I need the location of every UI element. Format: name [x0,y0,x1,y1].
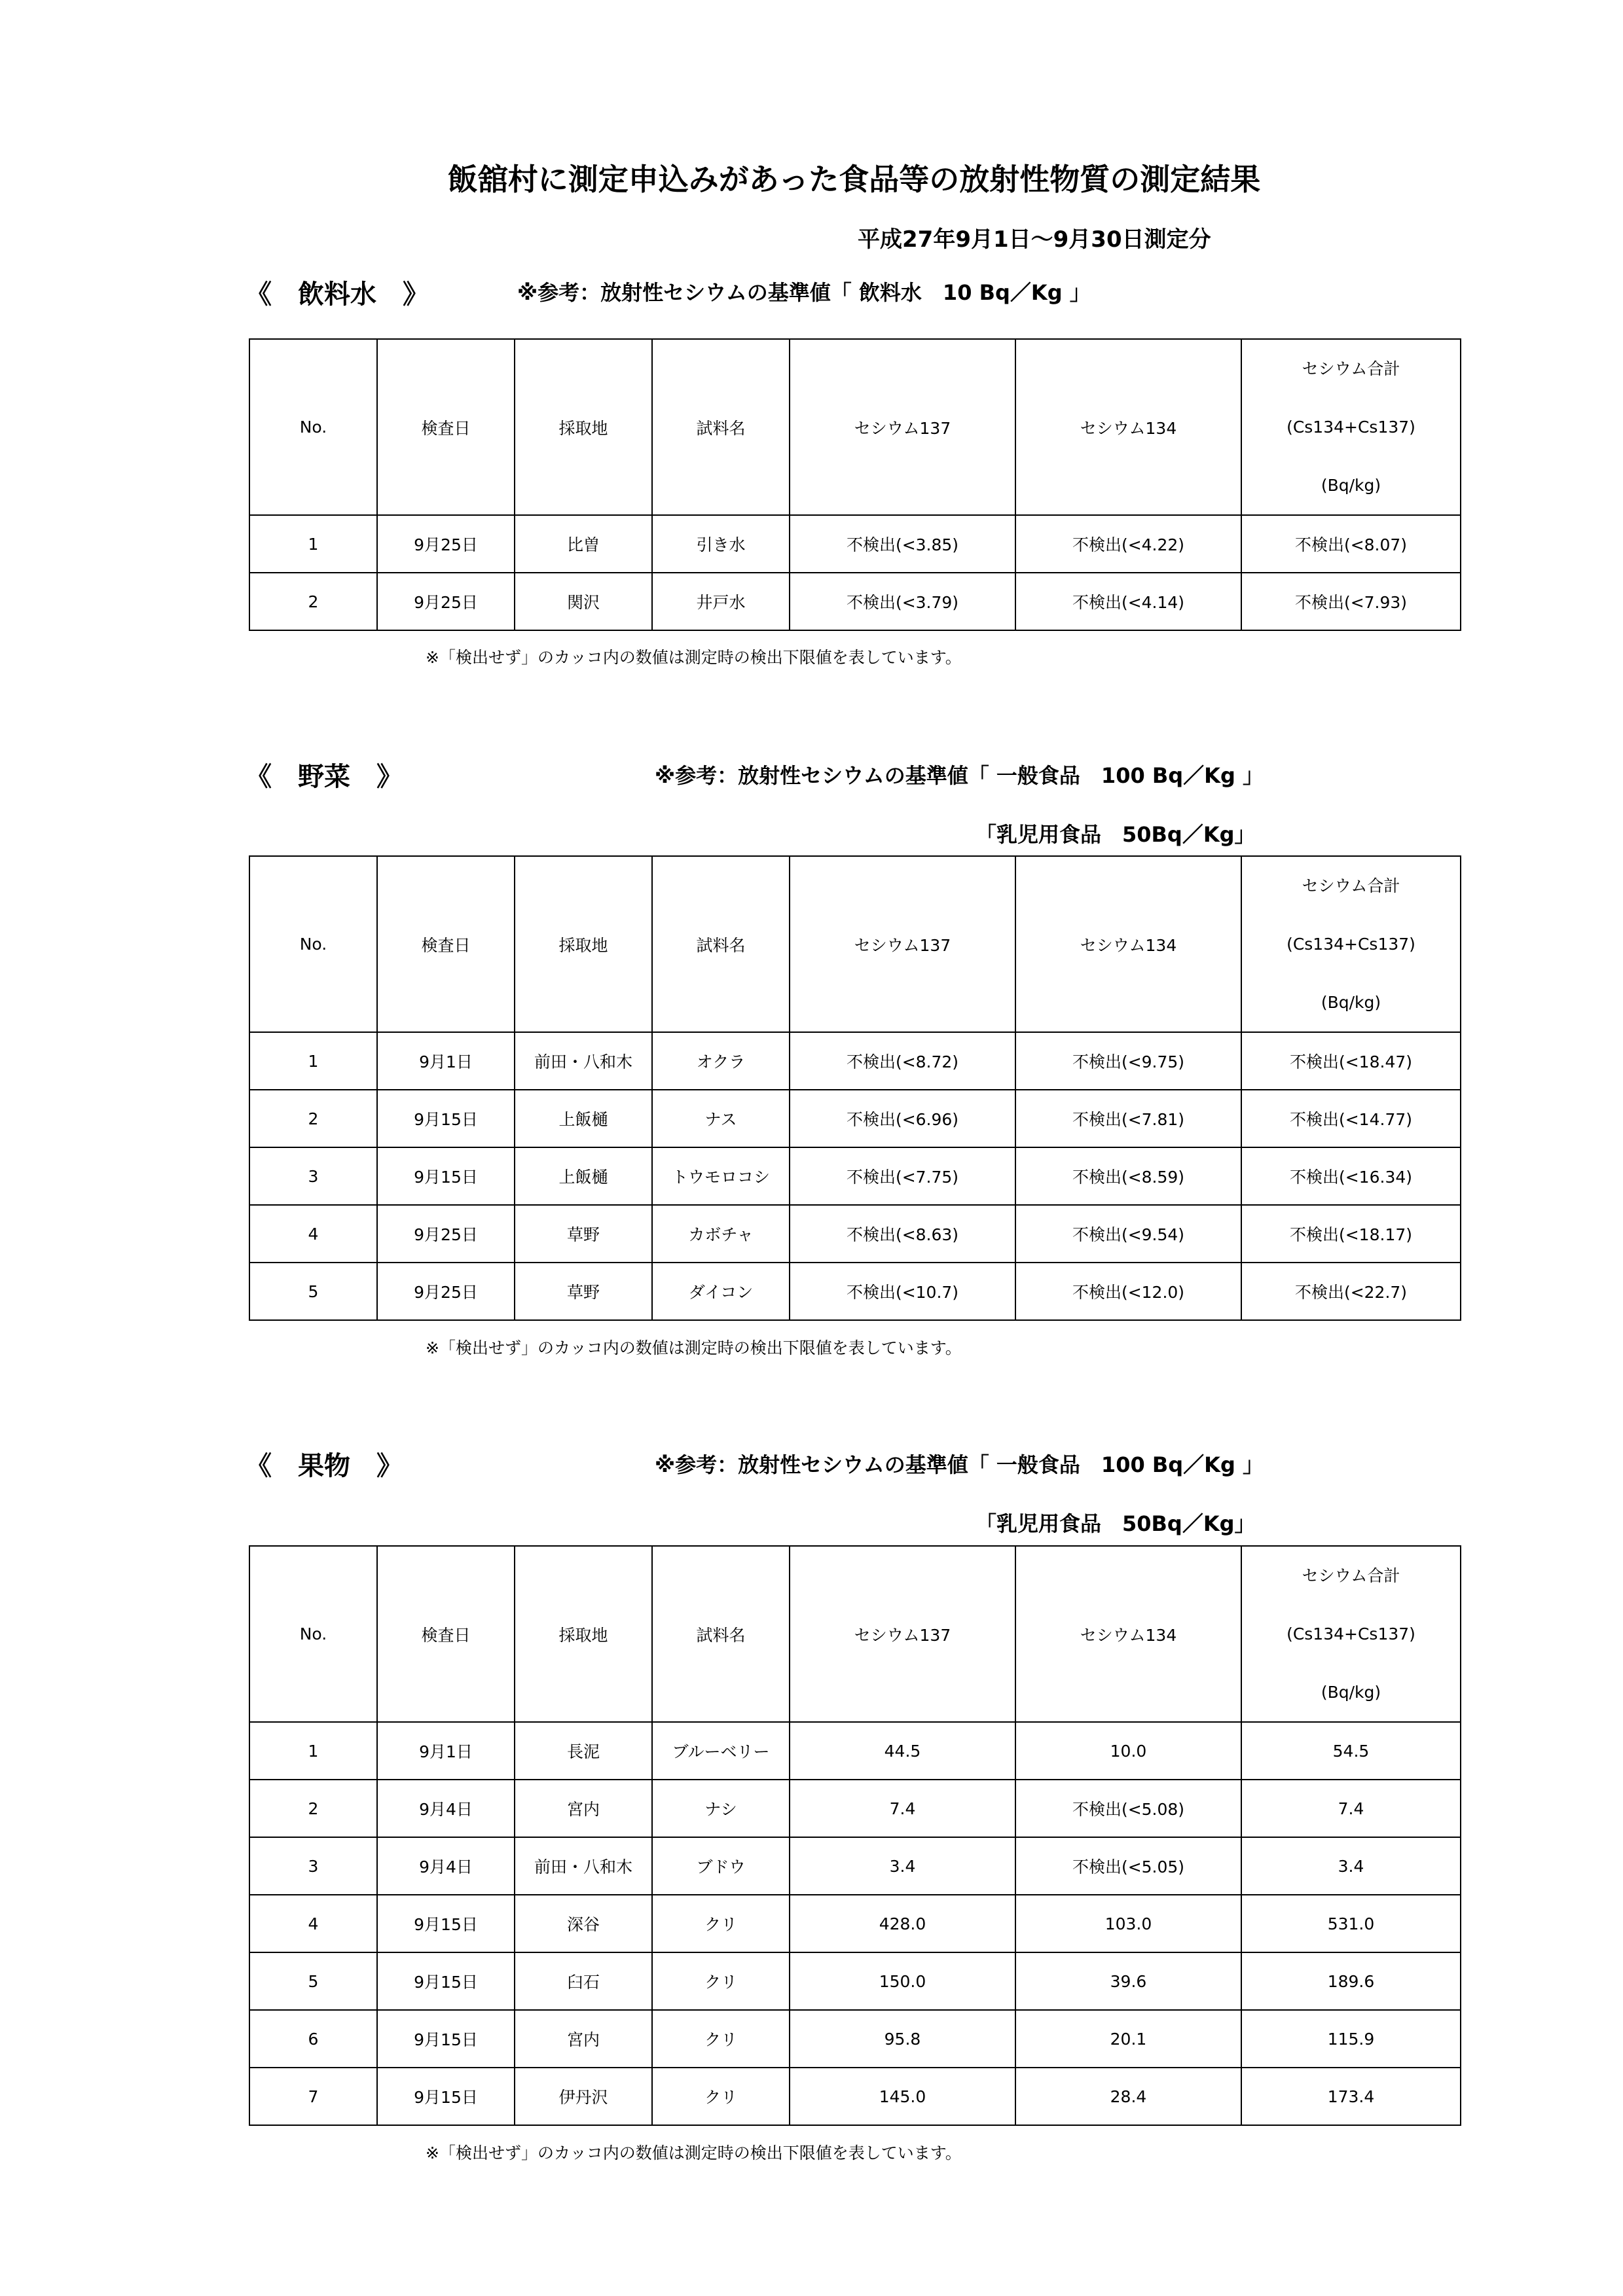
cell-no: 7 [249,2068,377,2125]
table-row [249,2068,1461,2125]
column-header-no: No. [249,856,377,1032]
cell-sample: クリ [652,1952,790,2010]
cell-sample: ナシ [652,1780,790,1837]
cell-sample: クリ [652,1895,790,1952]
table-row [249,515,1461,573]
column-header-sample: 試料名 [652,339,790,515]
cell-place: 上飯樋 [515,1090,652,1147]
cell-total: 不検出(<18.47) [1241,1032,1461,1090]
column-header-sample: 試料名 [652,1546,790,1722]
column-header-total-line: (Bq/kg) [1321,476,1381,495]
column-header-cs137: セシウム137 [790,856,1015,1032]
cell-place: 草野 [515,1205,652,1263]
cell-sample: クリ [652,2010,790,2068]
column-header-place: 採取地 [515,856,652,1032]
cell-place: 伊丹沢 [515,2068,652,2125]
cell-place: 宮内 [515,1780,652,1837]
section-reference-infant-fruit: 「乳児用食品 50Bq／Kg」 [976,1511,1256,1536]
cell-cs137: 不検出(<3.79) [790,573,1015,630]
cell-date: 9月25日 [377,1263,515,1320]
cell-cs137: 95.8 [790,2010,1015,2068]
cell-total: 54.5 [1241,1722,1461,1780]
cell-sample: ブルーベリー [652,1722,790,1780]
cell-date: 9月15日 [377,1090,515,1147]
table-fruit [249,1545,1461,2126]
table-row [249,1722,1461,1780]
table-header-row [249,339,1461,515]
cell-date: 9月1日 [377,1032,515,1090]
cell-date: 9月4日 [377,1837,515,1895]
cell-date: 9月25日 [377,573,515,630]
cell-place: 上飯樋 [515,1147,652,1205]
cell-date: 9月4日 [377,1780,515,1837]
cell-total: 531.0 [1241,1895,1461,1952]
column-header-total-line: (Bq/kg) [1321,993,1381,1012]
detection-limit-note: ※「検出せず」のカッコ内の数値は測定時の検出下限値を表しています。 [426,2144,962,2162]
cell-date: 9月15日 [377,2010,515,2068]
cell-no: 6 [249,2010,377,2068]
column-header-date: 検査日 [377,339,515,515]
table-row [249,1952,1461,2010]
cell-place: 関沢 [515,573,652,630]
table-row [249,1090,1461,1147]
cell-place: 宮内 [515,2010,652,2068]
cell-place: 臼石 [515,1952,652,2010]
column-header-total-line: (Cs134+Cs137) [1286,1624,1415,1643]
cell-date: 9月15日 [377,1895,515,1952]
cell-no: 1 [249,515,377,573]
cell-cs137: 7.4 [790,1780,1015,1837]
column-header-total-line: (Bq/kg) [1321,1683,1381,1702]
column-header-total [1241,339,1461,515]
column-header-no: No. [249,339,377,515]
table-row [249,1837,1461,1895]
cell-total: 115.9 [1241,2010,1461,2068]
cell-date: 9月1日 [377,1722,515,1780]
measurement-period: 平成27年9月1日～9月30日測定分 [858,226,1211,253]
detection-limit-note: ※「検出せず」のカッコ内の数値は測定時の検出下限値を表しています。 [426,1338,962,1357]
cell-total: 7.4 [1241,1780,1461,1837]
column-header-total-line: (Cs134+Cs137) [1286,935,1415,954]
column-header-cs134: セシウム134 [1015,339,1241,515]
table-row [249,1895,1461,1952]
cell-total: 173.4 [1241,2068,1461,2125]
table-drinking-water [249,338,1461,631]
cell-total: 不検出(<7.93) [1241,573,1461,630]
column-header-cs137: セシウム137 [790,1546,1015,1722]
cell-cs134: 28.4 [1015,2068,1241,2125]
cell-cs134: 103.0 [1015,1895,1241,1952]
cell-cs134: 20.1 [1015,2010,1241,2068]
cell-no: 1 [249,1722,377,1780]
table-row [249,1147,1461,1205]
cell-place: 長泥 [515,1722,652,1780]
table-row [249,2010,1461,2068]
cell-cs137: 不検出(<3.85) [790,515,1015,573]
section-title-drinking-water: 《 飲料水 》 [246,279,429,310]
column-header-no: No. [249,1546,377,1722]
cell-cs134: 不検出(<4.22) [1015,515,1241,573]
cell-cs137: 不検出(<6.96) [790,1090,1015,1147]
section-reference-fruit: ※参考：放射性セシウムの基準値「 一般食品 100 Bq／Kg 」 [655,1452,1264,1477]
cell-total: 不検出(<14.77) [1241,1090,1461,1147]
cell-no: 1 [249,1032,377,1090]
cell-total: 189.6 [1241,1952,1461,2010]
column-header-cs137: セシウム137 [790,339,1015,515]
cell-sample: ナス [652,1090,790,1147]
table-vegetables [249,855,1461,1321]
cell-cs137: 3.4 [790,1837,1015,1895]
cell-sample: ブドウ [652,1837,790,1895]
column-header-place: 採取地 [515,1546,652,1722]
cell-cs137: 不検出(<10.7) [790,1263,1015,1320]
cell-cs134: 不検出(<9.75) [1015,1032,1241,1090]
cell-total: 不検出(<22.7) [1241,1263,1461,1320]
table-header-row [249,1546,1461,1722]
cell-no: 2 [249,1780,377,1837]
cell-sample: クリ [652,2068,790,2125]
cell-no: 4 [249,1205,377,1263]
cell-cs134: 39.6 [1015,1952,1241,2010]
table-row [249,1780,1461,1837]
cell-cs134: 不検出(<12.0) [1015,1263,1241,1320]
cell-place: 前田・八和木 [515,1032,652,1090]
section-title-fruit: 《 果物 》 [246,1451,403,1481]
cell-sample: 井戸水 [652,573,790,630]
cell-date: 9月15日 [377,1147,515,1205]
cell-place: 深谷 [515,1895,652,1952]
cell-no: 2 [249,1090,377,1147]
cell-cs134: 不検出(<7.81) [1015,1090,1241,1147]
cell-no: 3 [249,1837,377,1895]
column-header-cs134: セシウム134 [1015,856,1241,1032]
cell-cs137: 145.0 [790,2068,1015,2125]
table-row [249,1263,1461,1320]
cell-no: 3 [249,1147,377,1205]
cell-total: 不検出(<18.17) [1241,1205,1461,1263]
cell-sample: 引き水 [652,515,790,573]
cell-cs137: 不検出(<7.75) [790,1147,1015,1205]
cell-cs134: 不検出(<4.14) [1015,573,1241,630]
cell-cs137: 不検出(<8.72) [790,1032,1015,1090]
column-header-total-line: (Cs134+Cs137) [1286,418,1415,437]
cell-total: 不検出(<8.07) [1241,515,1461,573]
cell-date: 9月15日 [377,2068,515,2125]
column-header-total-line: セシウム合計 [1302,1566,1400,1585]
column-header-total [1241,856,1461,1032]
section-reference-drinking-water: ※参考：放射性セシウムの基準値「 飲料水 10 Bq／Kg 」 [517,280,1091,305]
cell-sample: オクラ [652,1032,790,1090]
cell-cs137: 150.0 [790,1952,1015,2010]
column-header-date: 検査日 [377,856,515,1032]
cell-date: 9月25日 [377,515,515,573]
cell-cs137: 不検出(<8.63) [790,1205,1015,1263]
cell-sample: トウモロコシ [652,1147,790,1205]
cell-cs134: 不検出(<8.59) [1015,1147,1241,1205]
cell-sample: ダイコン [652,1263,790,1320]
column-header-cs134: セシウム134 [1015,1546,1241,1722]
page-title: 飯舘村に測定申込みがあった食品等の放射性物質の測定結果 [447,162,1261,197]
cell-date: 9月25日 [377,1205,515,1263]
cell-no: 5 [249,1263,377,1320]
cell-cs137: 428.0 [790,1895,1015,1952]
cell-place: 比曽 [515,515,652,573]
cell-no: 5 [249,1952,377,2010]
table-header-row [249,856,1461,1032]
column-header-total-line: セシウム合計 [1302,876,1400,895]
section-reference-vegetables: ※参考：放射性セシウムの基準値「 一般食品 100 Bq／Kg 」 [655,763,1264,788]
cell-cs134: 不検出(<9.54) [1015,1205,1241,1263]
cell-total: 不検出(<16.34) [1241,1147,1461,1205]
cell-place: 草野 [515,1263,652,1320]
column-header-date: 検査日 [377,1546,515,1722]
table-row [249,1032,1461,1090]
table-row [249,573,1461,630]
cell-cs134: 不検出(<5.05) [1015,1837,1241,1895]
detection-limit-note: ※「検出せず」のカッコ内の数値は測定時の検出下限値を表しています。 [426,648,962,667]
cell-place: 前田・八和木 [515,1837,652,1895]
column-header-total [1241,1546,1461,1722]
cell-total: 3.4 [1241,1837,1461,1895]
column-header-place: 採取地 [515,339,652,515]
table-row [249,1205,1461,1263]
section-reference-infant-vegetables: 「乳児用食品 50Bq／Kg」 [976,822,1256,847]
cell-cs134: 不検出(<5.08) [1015,1780,1241,1837]
cell-cs137: 44.5 [790,1722,1015,1780]
column-header-sample: 試料名 [652,856,790,1032]
section-title-vegetables: 《 野菜 》 [246,762,403,792]
cell-sample: カボチャ [652,1205,790,1263]
cell-no: 4 [249,1895,377,1952]
cell-no: 2 [249,573,377,630]
cell-date: 9月15日 [377,1952,515,2010]
column-header-total-line: セシウム合計 [1302,359,1400,378]
cell-cs134: 10.0 [1015,1722,1241,1780]
